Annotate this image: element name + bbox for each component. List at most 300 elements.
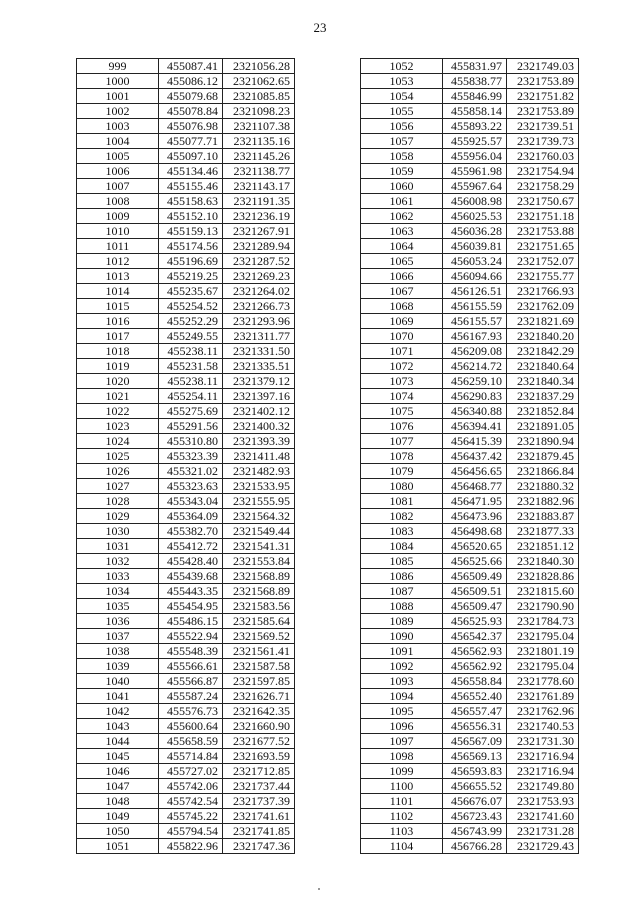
point-number-cell: 1075 bbox=[361, 404, 443, 419]
x-coordinate-cell: 456723.43 bbox=[443, 809, 507, 824]
y-coordinate-cell: 2321762.09 bbox=[507, 299, 579, 314]
x-coordinate-cell: 456456.65 bbox=[443, 464, 507, 479]
x-coordinate-cell: 456094.66 bbox=[443, 269, 507, 284]
table-row bbox=[361, 599, 579, 614]
point-number-cell: 1018 bbox=[77, 344, 159, 359]
point-number-cell: 1079 bbox=[361, 464, 443, 479]
y-coordinate-cell: 2321752.07 bbox=[507, 254, 579, 269]
point-number-cell: 1024 bbox=[77, 434, 159, 449]
y-coordinate-cell: 2321098.23 bbox=[223, 104, 295, 119]
point-number-cell: 1059 bbox=[361, 164, 443, 179]
table-row bbox=[77, 239, 295, 254]
point-number-cell: 1055 bbox=[361, 104, 443, 119]
y-coordinate-cell: 2321795.04 bbox=[507, 629, 579, 644]
x-coordinate-cell: 455249.55 bbox=[159, 329, 223, 344]
point-number-cell: 1066 bbox=[361, 269, 443, 284]
point-number-cell: 1048 bbox=[77, 794, 159, 809]
table-row bbox=[77, 629, 295, 644]
y-coordinate-cell: 2321749.80 bbox=[507, 779, 579, 794]
table-row bbox=[77, 89, 295, 104]
point-number-cell: 1077 bbox=[361, 434, 443, 449]
y-coordinate-cell: 2321716.94 bbox=[507, 764, 579, 779]
x-coordinate-cell: 456556.31 bbox=[443, 719, 507, 734]
y-coordinate-cell: 2321553.84 bbox=[223, 554, 295, 569]
x-coordinate-cell: 456167.93 bbox=[443, 329, 507, 344]
table-row bbox=[361, 824, 579, 839]
y-coordinate-cell: 2321555.95 bbox=[223, 494, 295, 509]
x-coordinate-cell: 455159.13 bbox=[159, 224, 223, 239]
x-coordinate-cell: 456039.81 bbox=[443, 239, 507, 254]
table-row bbox=[361, 179, 579, 194]
x-coordinate-cell: 456525.93 bbox=[443, 614, 507, 629]
point-number-cell: 1043 bbox=[77, 719, 159, 734]
point-number-cell: 1088 bbox=[361, 599, 443, 614]
y-coordinate-cell: 2321597.85 bbox=[223, 674, 295, 689]
table-row bbox=[77, 689, 295, 704]
table-row bbox=[77, 524, 295, 539]
table-row bbox=[361, 584, 579, 599]
point-number-cell: 1012 bbox=[77, 254, 159, 269]
y-coordinate-cell: 2321815.60 bbox=[507, 584, 579, 599]
point-number-cell: 1038 bbox=[77, 644, 159, 659]
point-number-cell: 1074 bbox=[361, 389, 443, 404]
table-row bbox=[77, 374, 295, 389]
point-number-cell: 1026 bbox=[77, 464, 159, 479]
point-number-cell: 1102 bbox=[361, 809, 443, 824]
table-row bbox=[77, 824, 295, 839]
y-coordinate-cell: 2321840.64 bbox=[507, 359, 579, 374]
point-number-cell: 1022 bbox=[77, 404, 159, 419]
point-number-cell: 1070 bbox=[361, 329, 443, 344]
table-row bbox=[361, 494, 579, 509]
y-coordinate-cell: 2321400.32 bbox=[223, 419, 295, 434]
x-coordinate-cell: 455158.63 bbox=[159, 194, 223, 209]
y-coordinate-cell: 2321882.96 bbox=[507, 494, 579, 509]
table-row bbox=[77, 749, 295, 764]
y-coordinate-cell: 2321755.77 bbox=[507, 269, 579, 284]
point-number-cell: 1040 bbox=[77, 674, 159, 689]
point-number-cell: 1020 bbox=[77, 374, 159, 389]
point-number-cell: 1080 bbox=[361, 479, 443, 494]
y-coordinate-cell: 2321135.16 bbox=[223, 134, 295, 149]
coordinate-table-right bbox=[360, 58, 579, 854]
y-coordinate-cell: 2321541.31 bbox=[223, 539, 295, 554]
table-row bbox=[77, 764, 295, 779]
table-row bbox=[361, 104, 579, 119]
y-coordinate-cell: 2321891.05 bbox=[507, 419, 579, 434]
point-number-cell: 1054 bbox=[361, 89, 443, 104]
x-coordinate-cell: 455196.69 bbox=[159, 254, 223, 269]
point-number-cell: 1045 bbox=[77, 749, 159, 764]
table-row bbox=[361, 329, 579, 344]
table-row bbox=[361, 764, 579, 779]
table-row bbox=[361, 734, 579, 749]
point-number-cell: 1083 bbox=[361, 524, 443, 539]
x-coordinate-cell: 456471.95 bbox=[443, 494, 507, 509]
y-coordinate-cell: 2321145.26 bbox=[223, 149, 295, 164]
x-coordinate-cell: 455254.52 bbox=[159, 299, 223, 314]
y-coordinate-cell: 2321751.18 bbox=[507, 209, 579, 224]
table-row bbox=[77, 134, 295, 149]
y-coordinate-cell: 2321379.12 bbox=[223, 374, 295, 389]
x-coordinate-cell: 455079.68 bbox=[159, 89, 223, 104]
y-coordinate-cell: 2321482.93 bbox=[223, 464, 295, 479]
y-coordinate-cell: 2321840.30 bbox=[507, 554, 579, 569]
table-row bbox=[361, 164, 579, 179]
x-coordinate-cell: 455956.04 bbox=[443, 149, 507, 164]
y-coordinate-cell: 2321739.51 bbox=[507, 119, 579, 134]
x-coordinate-cell: 456214.72 bbox=[443, 359, 507, 374]
y-coordinate-cell: 2321879.45 bbox=[507, 449, 579, 464]
point-number-cell: 1094 bbox=[361, 689, 443, 704]
point-number-cell: 1097 bbox=[361, 734, 443, 749]
table-row bbox=[361, 239, 579, 254]
table-row bbox=[77, 194, 295, 209]
point-number-cell: 1071 bbox=[361, 344, 443, 359]
y-coordinate-cell: 2321107.38 bbox=[223, 119, 295, 134]
x-coordinate-cell: 455822.96 bbox=[159, 839, 223, 854]
point-number-cell: 1021 bbox=[77, 389, 159, 404]
x-coordinate-cell: 455454.95 bbox=[159, 599, 223, 614]
y-coordinate-cell: 2321564.32 bbox=[223, 509, 295, 524]
x-coordinate-cell: 456676.07 bbox=[443, 794, 507, 809]
y-coordinate-cell: 2321335.51 bbox=[223, 359, 295, 374]
y-coordinate-cell: 2321761.89 bbox=[507, 689, 579, 704]
x-coordinate-cell: 455831.97 bbox=[443, 59, 507, 74]
point-number-cell: 1065 bbox=[361, 254, 443, 269]
table-row bbox=[77, 599, 295, 614]
table-row bbox=[77, 359, 295, 374]
x-coordinate-cell: 455134.46 bbox=[159, 164, 223, 179]
table-row bbox=[361, 464, 579, 479]
point-number-cell: 1005 bbox=[77, 149, 159, 164]
table-row bbox=[361, 389, 579, 404]
point-number-cell: 1101 bbox=[361, 794, 443, 809]
point-number-cell: 1011 bbox=[77, 239, 159, 254]
x-coordinate-cell: 456743.99 bbox=[443, 824, 507, 839]
point-number-cell: 1061 bbox=[361, 194, 443, 209]
x-coordinate-cell: 455155.46 bbox=[159, 179, 223, 194]
x-coordinate-cell: 455238.11 bbox=[159, 344, 223, 359]
table-row bbox=[77, 674, 295, 689]
x-coordinate-cell: 456509.47 bbox=[443, 599, 507, 614]
table-row bbox=[361, 89, 579, 104]
point-number-cell: 1034 bbox=[77, 584, 159, 599]
table-row bbox=[77, 164, 295, 179]
table-row bbox=[77, 809, 295, 824]
table-row bbox=[361, 659, 579, 674]
point-number-cell: 1025 bbox=[77, 449, 159, 464]
point-number-cell: 1015 bbox=[77, 299, 159, 314]
x-coordinate-cell: 456593.83 bbox=[443, 764, 507, 779]
y-coordinate-cell: 2321837.29 bbox=[507, 389, 579, 404]
y-coordinate-cell: 2321331.50 bbox=[223, 344, 295, 359]
x-coordinate-cell: 455600.64 bbox=[159, 719, 223, 734]
x-coordinate-cell: 456655.52 bbox=[443, 779, 507, 794]
y-coordinate-cell: 2321751.82 bbox=[507, 89, 579, 104]
point-number-cell: 1046 bbox=[77, 764, 159, 779]
table-row bbox=[77, 269, 295, 284]
table-row bbox=[361, 209, 579, 224]
x-coordinate-cell: 455231.58 bbox=[159, 359, 223, 374]
x-coordinate-cell: 455343.04 bbox=[159, 494, 223, 509]
y-coordinate-cell: 2321626.71 bbox=[223, 689, 295, 704]
table-row bbox=[361, 644, 579, 659]
x-coordinate-cell: 455077.71 bbox=[159, 134, 223, 149]
point-number-cell: 1058 bbox=[361, 149, 443, 164]
table-row bbox=[77, 329, 295, 344]
table-row bbox=[361, 674, 579, 689]
point-number-cell: 1053 bbox=[361, 74, 443, 89]
x-coordinate-cell: 455235.67 bbox=[159, 284, 223, 299]
y-coordinate-cell: 2321289.94 bbox=[223, 239, 295, 254]
y-coordinate-cell: 2321716.94 bbox=[507, 749, 579, 764]
point-number-cell: 1078 bbox=[361, 449, 443, 464]
y-coordinate-cell: 2321821.69 bbox=[507, 314, 579, 329]
x-coordinate-cell: 455566.61 bbox=[159, 659, 223, 674]
table-row bbox=[77, 119, 295, 134]
point-number-cell: 1085 bbox=[361, 554, 443, 569]
y-coordinate-cell: 2321561.41 bbox=[223, 644, 295, 659]
table-row bbox=[77, 704, 295, 719]
table-row bbox=[77, 419, 295, 434]
x-coordinate-cell: 455486.15 bbox=[159, 614, 223, 629]
table-row bbox=[361, 419, 579, 434]
table-row bbox=[361, 314, 579, 329]
x-coordinate-cell: 455097.10 bbox=[159, 149, 223, 164]
table-row bbox=[77, 449, 295, 464]
table-row bbox=[361, 449, 579, 464]
x-coordinate-cell: 456569.13 bbox=[443, 749, 507, 764]
x-coordinate-cell: 455587.24 bbox=[159, 689, 223, 704]
point-number-cell: 1032 bbox=[77, 554, 159, 569]
y-coordinate-cell: 2321758.29 bbox=[507, 179, 579, 194]
y-coordinate-cell: 2321731.28 bbox=[507, 824, 579, 839]
x-coordinate-cell: 456525.66 bbox=[443, 554, 507, 569]
point-number-cell: 1014 bbox=[77, 284, 159, 299]
point-number-cell: 1003 bbox=[77, 119, 159, 134]
x-coordinate-cell: 455254.11 bbox=[159, 389, 223, 404]
y-coordinate-cell: 2321852.84 bbox=[507, 404, 579, 419]
y-coordinate-cell: 2321397.16 bbox=[223, 389, 295, 404]
x-coordinate-cell: 455152.10 bbox=[159, 209, 223, 224]
y-coordinate-cell: 2321569.52 bbox=[223, 629, 295, 644]
y-coordinate-cell: 2321568.89 bbox=[223, 569, 295, 584]
y-coordinate-cell: 2321411.48 bbox=[223, 449, 295, 464]
table-row bbox=[361, 629, 579, 644]
table-row bbox=[77, 794, 295, 809]
x-coordinate-cell: 455382.70 bbox=[159, 524, 223, 539]
table-row bbox=[361, 779, 579, 794]
table-row bbox=[361, 74, 579, 89]
point-number-cell: 1023 bbox=[77, 419, 159, 434]
table-row bbox=[361, 719, 579, 734]
y-coordinate-cell: 2321712.85 bbox=[223, 764, 295, 779]
x-coordinate-cell: 456155.57 bbox=[443, 314, 507, 329]
y-coordinate-cell: 2321753.88 bbox=[507, 224, 579, 239]
coordinate-table-left bbox=[76, 58, 295, 854]
x-coordinate-cell: 456437.42 bbox=[443, 449, 507, 464]
point-number-cell: 1042 bbox=[77, 704, 159, 719]
point-number-cell: 1082 bbox=[361, 509, 443, 524]
x-coordinate-cell: 456394.41 bbox=[443, 419, 507, 434]
x-coordinate-cell: 455412.72 bbox=[159, 539, 223, 554]
table-row bbox=[77, 509, 295, 524]
table-row bbox=[361, 809, 579, 824]
table-row bbox=[361, 299, 579, 314]
table-row bbox=[77, 284, 295, 299]
point-number-cell: 1047 bbox=[77, 779, 159, 794]
table-row bbox=[77, 719, 295, 734]
y-coordinate-cell: 2321587.58 bbox=[223, 659, 295, 674]
table-row bbox=[361, 434, 579, 449]
point-number-cell: 1056 bbox=[361, 119, 443, 134]
x-coordinate-cell: 456468.77 bbox=[443, 479, 507, 494]
table-row bbox=[77, 59, 295, 74]
x-coordinate-cell: 456509.51 bbox=[443, 584, 507, 599]
x-coordinate-cell: 456290.83 bbox=[443, 389, 507, 404]
point-number-cell: 1030 bbox=[77, 524, 159, 539]
table-row bbox=[77, 299, 295, 314]
table-row bbox=[77, 539, 295, 554]
table-row bbox=[77, 224, 295, 239]
x-coordinate-cell: 455893.22 bbox=[443, 119, 507, 134]
table-row bbox=[361, 224, 579, 239]
y-coordinate-cell: 2321750.67 bbox=[507, 194, 579, 209]
point-number-cell: 1098 bbox=[361, 749, 443, 764]
y-coordinate-cell: 2321402.12 bbox=[223, 404, 295, 419]
table-row bbox=[77, 74, 295, 89]
point-number-cell: 1035 bbox=[77, 599, 159, 614]
table-row bbox=[77, 839, 295, 854]
x-coordinate-cell: 455745.22 bbox=[159, 809, 223, 824]
point-number-cell: 1017 bbox=[77, 329, 159, 344]
x-coordinate-cell: 455858.14 bbox=[443, 104, 507, 119]
point-number-cell: 1090 bbox=[361, 629, 443, 644]
point-number-cell: 1073 bbox=[361, 374, 443, 389]
table-row bbox=[77, 104, 295, 119]
y-coordinate-cell: 2321693.59 bbox=[223, 749, 295, 764]
y-coordinate-cell: 2321890.94 bbox=[507, 434, 579, 449]
point-number-cell: 1060 bbox=[361, 179, 443, 194]
table-row bbox=[77, 479, 295, 494]
point-number-cell: 1081 bbox=[361, 494, 443, 509]
point-number-cell: 1050 bbox=[77, 824, 159, 839]
table-row bbox=[361, 359, 579, 374]
x-coordinate-cell: 455087.41 bbox=[159, 59, 223, 74]
y-coordinate-cell: 2321660.90 bbox=[223, 719, 295, 734]
point-number-cell: 1028 bbox=[77, 494, 159, 509]
x-coordinate-cell: 455310.80 bbox=[159, 434, 223, 449]
x-coordinate-cell: 456209.08 bbox=[443, 344, 507, 359]
table-row bbox=[361, 839, 579, 854]
x-coordinate-cell: 455219.25 bbox=[159, 269, 223, 284]
point-number-cell: 1100 bbox=[361, 779, 443, 794]
point-number-cell: 1084 bbox=[361, 539, 443, 554]
y-coordinate-cell: 2321264.02 bbox=[223, 284, 295, 299]
x-coordinate-cell: 456766.28 bbox=[443, 839, 507, 854]
point-number-cell: 1037 bbox=[77, 629, 159, 644]
x-coordinate-cell: 456008.98 bbox=[443, 194, 507, 209]
x-coordinate-cell: 456498.68 bbox=[443, 524, 507, 539]
point-number-cell: 999 bbox=[77, 59, 159, 74]
x-coordinate-cell: 456562.93 bbox=[443, 644, 507, 659]
x-coordinate-cell: 455548.39 bbox=[159, 644, 223, 659]
y-coordinate-cell: 2321549.44 bbox=[223, 524, 295, 539]
table-row bbox=[77, 659, 295, 674]
table-row bbox=[361, 704, 579, 719]
x-coordinate-cell: 455238.11 bbox=[159, 374, 223, 389]
y-coordinate-cell: 2321138.77 bbox=[223, 164, 295, 179]
table-row bbox=[361, 569, 579, 584]
point-number-cell: 1057 bbox=[361, 134, 443, 149]
x-coordinate-cell: 455291.56 bbox=[159, 419, 223, 434]
point-number-cell: 1093 bbox=[361, 674, 443, 689]
x-coordinate-cell: 456473.96 bbox=[443, 509, 507, 524]
point-number-cell: 1091 bbox=[361, 644, 443, 659]
point-number-cell: 1069 bbox=[361, 314, 443, 329]
y-coordinate-cell: 2321877.33 bbox=[507, 524, 579, 539]
table-row bbox=[77, 464, 295, 479]
y-coordinate-cell: 2321880.32 bbox=[507, 479, 579, 494]
point-number-cell: 1000 bbox=[77, 74, 159, 89]
point-number-cell: 1096 bbox=[361, 719, 443, 734]
point-number-cell: 1052 bbox=[361, 59, 443, 74]
y-coordinate-cell: 2321753.89 bbox=[507, 74, 579, 89]
point-number-cell: 1104 bbox=[361, 839, 443, 854]
x-coordinate-cell: 455323.63 bbox=[159, 479, 223, 494]
table-row bbox=[77, 179, 295, 194]
x-coordinate-cell: 455252.29 bbox=[159, 314, 223, 329]
y-coordinate-cell: 2321753.93 bbox=[507, 794, 579, 809]
y-coordinate-cell: 2321191.35 bbox=[223, 194, 295, 209]
x-coordinate-cell: 455428.40 bbox=[159, 554, 223, 569]
point-number-cell: 1001 bbox=[77, 89, 159, 104]
x-coordinate-cell: 456126.51 bbox=[443, 284, 507, 299]
x-coordinate-cell: 455522.94 bbox=[159, 629, 223, 644]
y-coordinate-cell: 2321729.43 bbox=[507, 839, 579, 854]
y-coordinate-cell: 2321236.19 bbox=[223, 209, 295, 224]
y-coordinate-cell: 2321677.52 bbox=[223, 734, 295, 749]
y-coordinate-cell: 2321568.89 bbox=[223, 584, 295, 599]
point-number-cell: 1049 bbox=[77, 809, 159, 824]
x-coordinate-cell: 456542.37 bbox=[443, 629, 507, 644]
table-row bbox=[77, 314, 295, 329]
table-row bbox=[361, 524, 579, 539]
x-coordinate-cell: 455086.12 bbox=[159, 74, 223, 89]
table-row bbox=[361, 554, 579, 569]
table-row bbox=[77, 404, 295, 419]
x-coordinate-cell: 456415.39 bbox=[443, 434, 507, 449]
x-coordinate-cell: 456567.09 bbox=[443, 734, 507, 749]
y-coordinate-cell: 2321311.77 bbox=[223, 329, 295, 344]
table-row bbox=[77, 434, 295, 449]
y-coordinate-cell: 2321085.85 bbox=[223, 89, 295, 104]
point-number-cell: 1004 bbox=[77, 134, 159, 149]
y-coordinate-cell: 2321883.87 bbox=[507, 509, 579, 524]
x-coordinate-cell: 455967.64 bbox=[443, 179, 507, 194]
y-coordinate-cell: 2321741.85 bbox=[223, 824, 295, 839]
page-number: 23 bbox=[313, 20, 327, 35]
y-coordinate-cell: 2321751.65 bbox=[507, 239, 579, 254]
point-number-cell: 1033 bbox=[77, 569, 159, 584]
table-row bbox=[361, 614, 579, 629]
y-coordinate-cell: 2321266.73 bbox=[223, 299, 295, 314]
x-coordinate-cell: 456340.88 bbox=[443, 404, 507, 419]
y-coordinate-cell: 2321740.53 bbox=[507, 719, 579, 734]
y-coordinate-cell: 2321269.23 bbox=[223, 269, 295, 284]
point-number-cell: 1008 bbox=[77, 194, 159, 209]
